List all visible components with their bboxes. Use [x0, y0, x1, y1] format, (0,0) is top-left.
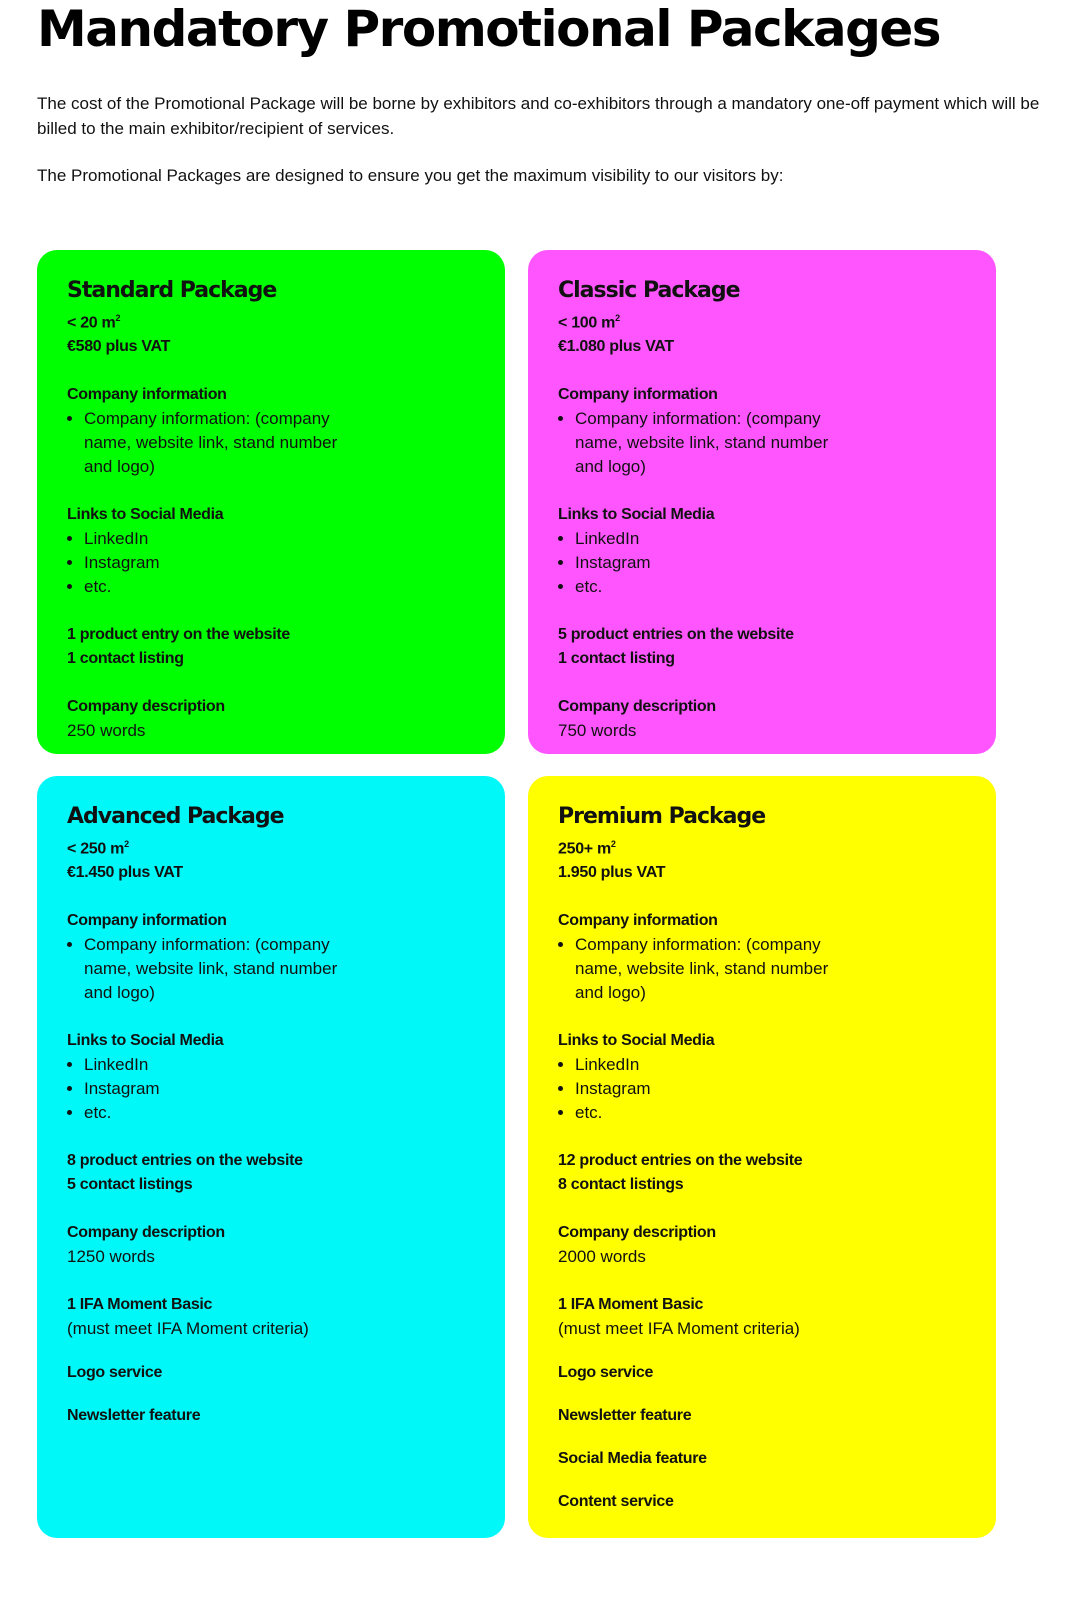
- description-heading: Company description: [558, 1224, 716, 1242]
- description-section: [67, 695, 475, 743]
- social-item: • LinkedIn: [84, 527, 475, 551]
- package-title: Standard Package: [67, 278, 277, 303]
- description-heading: Company description: [67, 1224, 225, 1242]
- page-title: Mandatory Promotional Packages: [37, 0, 941, 58]
- ifa-moment-note: (must meet IFA Moment criteria): [67, 1319, 309, 1339]
- package-size: < 100 $m^2$: [558, 313, 620, 332]
- company-info-heading: Company information: [67, 912, 227, 930]
- social-heading: Links to Social Media: [558, 506, 715, 524]
- logo-service: Logo service: [558, 1364, 654, 1382]
- package-price: €580 plus VAT: [67, 338, 171, 356]
- description-words: 1250 words: [67, 1247, 155, 1267]
- company-info-item: • Company information: (company name, website link, stand number and logo): [84, 407, 344, 479]
- logo-service: Logo service: [67, 1364, 163, 1382]
- package-size: $250+ m^2$: [558, 839, 616, 858]
- company-info-heading: Company information: [67, 386, 227, 404]
- company-info-section: [558, 909, 966, 1005]
- product-entries: 1 product entry on the website: [67, 626, 291, 644]
- company-info-section: [67, 383, 475, 479]
- contact-listings: 1 contact listing: [67, 650, 184, 668]
- company-info-section: [558, 383, 966, 479]
- contact-listings: 5 contact listings: [67, 1176, 193, 1194]
- newsletter-feature: Newsletter feature: [558, 1407, 692, 1425]
- entries-section: [67, 623, 475, 671]
- advanced-package-card: [37, 776, 505, 1538]
- package-title: Advanced Package: [67, 804, 284, 829]
- social-heading: Links to Social Media: [558, 1032, 715, 1050]
- social-item: • etc.: [84, 575, 475, 599]
- intro-paragraph: The cost of the Promotional Package will be borne by exhibitors and co-exhibitors through a mandatory one-off payment which will be billed to the main exhibitor/recipient of services.: [37, 94, 1040, 138]
- package-title: Premium Package: [558, 804, 766, 829]
- standard-package-card: [37, 250, 505, 754]
- description-heading: Company description: [67, 698, 225, 716]
- package-size: < 20 $m^2$: [67, 313, 121, 332]
- social-item: • etc.: [575, 575, 966, 599]
- ifa-moment-section: [67, 1293, 475, 1341]
- package-price: €1.450 plus VAT: [67, 864, 183, 882]
- social-heading: Links to Social Media: [67, 506, 224, 524]
- entries-section: [558, 1149, 966, 1197]
- product-entries: 12 product entries on the website: [558, 1152, 803, 1170]
- social-section: [558, 1029, 966, 1125]
- social-item: • Instagram: [575, 1077, 966, 1101]
- product-entries: 5 product entries on the website: [558, 626, 794, 644]
- company-info-section: [67, 909, 475, 1005]
- social-item: • etc.: [575, 1101, 966, 1125]
- description-section: [558, 695, 966, 743]
- social-media-feature: Social Media feature: [558, 1450, 707, 1468]
- company-info-heading: Company information: [558, 912, 718, 930]
- description-section: [67, 1221, 475, 1269]
- company-info-item: • Company information: (company name, website link, stand number and logo): [575, 407, 835, 479]
- description-heading: Company description: [558, 698, 716, 716]
- social-item: • Instagram: [84, 551, 475, 575]
- company-info-heading: Company information: [558, 386, 718, 404]
- social-section: [67, 503, 475, 599]
- ifa-moment-section: [558, 1293, 966, 1341]
- package-price: €1.080 plus VAT: [558, 338, 674, 356]
- newsletter-feature: Newsletter feature: [67, 1407, 201, 1425]
- social-section: [558, 503, 966, 599]
- ifa-moment-heading: 1 IFA Moment Basic: [558, 1296, 704, 1314]
- description-section: [558, 1221, 966, 1269]
- social-item: • LinkedIn: [84, 1053, 475, 1077]
- contact-listings: 1 contact listing: [558, 650, 675, 668]
- company-info-item: • Company information: (company name, website link, stand number and logo): [84, 933, 344, 1005]
- intro-visibility-paragraph: The Promotional Packages are designed to ensure you get the maximum visibility to our visitors by:: [37, 166, 784, 185]
- content-service: Content service: [558, 1493, 674, 1511]
- package-size: < 250 $m^2$: [67, 839, 129, 858]
- premium-package-card: [528, 776, 996, 1538]
- social-section: [67, 1029, 475, 1125]
- entries-section: [67, 1149, 475, 1197]
- ifa-moment-note: (must meet IFA Moment criteria): [558, 1319, 800, 1339]
- social-item: • etc.: [84, 1101, 475, 1125]
- product-entries: 8 product entries on the website: [67, 1152, 303, 1170]
- description-words: 2000 words: [558, 1247, 646, 1267]
- package-title: Classic Package: [558, 278, 740, 303]
- social-heading: Links to Social Media: [67, 1032, 224, 1050]
- company-info-item: • Company information: (company name, website link, stand number and logo): [575, 933, 835, 1005]
- social-item: • LinkedIn: [575, 1053, 966, 1077]
- classic-package-card: [528, 250, 996, 754]
- social-item: • Instagram: [575, 551, 966, 575]
- social-item: • LinkedIn: [575, 527, 966, 551]
- description-words: 250 words: [67, 721, 146, 741]
- contact-listings: 8 contact listings: [558, 1176, 684, 1194]
- package-price: 1.950 plus VAT: [558, 864, 666, 882]
- description-words: 750 words: [558, 721, 637, 741]
- entries-section: [558, 623, 966, 671]
- social-item: • Instagram: [84, 1077, 475, 1101]
- ifa-moment-heading: 1 IFA Moment Basic: [67, 1296, 213, 1314]
